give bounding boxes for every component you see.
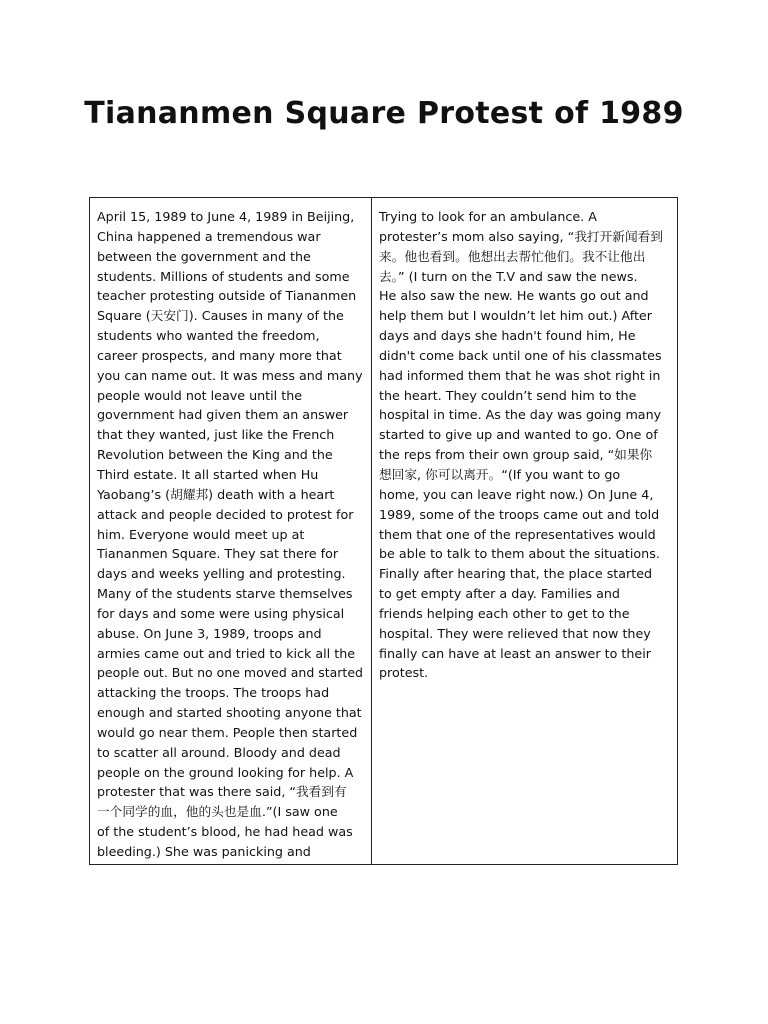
text-line: Trying to look for an ambulance. A: [379, 209, 597, 224]
text-line: people out. But no one moved and started: [97, 665, 363, 681]
text-line: Third estate. It all started when Hu: [97, 466, 319, 482]
text-line: 想回家, 你可以离开。“(If you want to go: [379, 466, 621, 482]
text-line: bleeding.) She was panicking and: [97, 844, 311, 859]
text-line: people would not leave until the: [97, 387, 303, 403]
left-column-cell: [90, 198, 372, 864]
text-line: attacking the troops. The troops had: [97, 685, 330, 701]
text-line: you can name out. It was mess and many: [97, 367, 363, 383]
text-line: Square (天安门). Causes in many of the: [97, 308, 344, 324]
text-line: students. Millions of students and some: [97, 268, 350, 284]
text-line: 来。他也看到。他想出去帮忙他们。我不让他出: [379, 248, 646, 264]
text-line: 一个同学的血，他的头也是血.”(I saw one: [97, 804, 338, 820]
text-line: hospital. They were relieved that now they: [379, 625, 651, 641]
text-line: protest.: [379, 665, 429, 681]
text-line: between the government and the: [97, 248, 311, 264]
text-line: the reps from their own group said, “如果你: [379, 447, 653, 463]
text-line: April 15, 1989 to June 4, 1989 in Beijing,: [97, 209, 355, 224]
text-line: government had given them an answer: [97, 407, 349, 423]
text-line: people on the ground looking for help. A: [97, 764, 354, 780]
text-line: didn't come back until one of his classmates: [379, 347, 662, 363]
text-line: Revolution between the King and the: [97, 447, 333, 463]
two-column-text-table: [89, 197, 678, 865]
text-line: for days and some were using physical: [97, 605, 345, 621]
text-line: days and weeks yelling and protesting.: [97, 566, 346, 582]
text-line: had informed them that he was shot right in: [379, 367, 661, 383]
text-line: He also saw the new. He wants go out and: [379, 288, 649, 304]
text-line: friends helping each other to get to the: [379, 605, 630, 621]
text-line: protester’s mom also saying, “我打开新闻看到: [379, 228, 663, 244]
text-line: of the student’s blood, he had head was: [97, 824, 353, 840]
text-line: home, you can leave right now.) On June 4,: [379, 486, 654, 502]
text-line: 1989, some of the troops came out and told: [379, 506, 660, 522]
text-line: that they wanted, just like the French: [97, 427, 335, 443]
text-line: him. Everyone would meet up at: [97, 526, 305, 542]
text-line: students who wanted the freedom,: [97, 328, 320, 344]
text-line: armies came out and tried to kick all the: [97, 645, 356, 661]
text-line: 去。” (I turn on the T.V and saw the news.: [379, 268, 638, 284]
text-line: them that one of the representatives would: [379, 526, 656, 542]
page-title: Tiananmen Square Protest of 1989: [84, 96, 684, 131]
text-line: career prospects, and many more that: [97, 347, 342, 363]
text-line: to scatter all around. Bloody and dead: [97, 744, 341, 760]
text-line: would go near them. People then started: [97, 724, 358, 740]
text-line: China happened a tremendous war: [97, 228, 321, 244]
text-line: to get empty after a day. Families and: [379, 586, 620, 602]
text-line: be able to talk to them about the situations.: [379, 546, 660, 562]
text-line: protester that was there said, “我看到有: [97, 784, 347, 800]
text-line: finally can have at least an answer to their: [379, 645, 651, 661]
text-line: abuse. On June 3, 1989, troops and: [97, 625, 322, 641]
text-line: the heart. They couldn’t send him to the: [379, 387, 637, 403]
text-line: Many of the students starve themselves: [97, 586, 353, 602]
text-line: teacher protesting outside of Tiananmen: [97, 288, 357, 304]
text-line: days and days she hadn't found him, He: [379, 328, 636, 344]
text-line: started to give up and wanted to go. One of: [379, 427, 658, 443]
text-line: attack and people decided to protest for: [97, 506, 354, 522]
text-line: hospital in time. As the day was going many: [379, 407, 662, 423]
text-line: Tiananmen Square. They sat there for: [97, 546, 339, 562]
text-line: enough and started shooting anyone that: [97, 705, 362, 721]
right-column-cell: [372, 198, 677, 864]
text-line: Yaobang’s (胡耀邦) death with a heart: [97, 486, 335, 502]
text-line: Finally after hearing that, the place started: [379, 566, 653, 582]
text-line: help them but I wouldn’t let him out.) After: [379, 308, 652, 324]
